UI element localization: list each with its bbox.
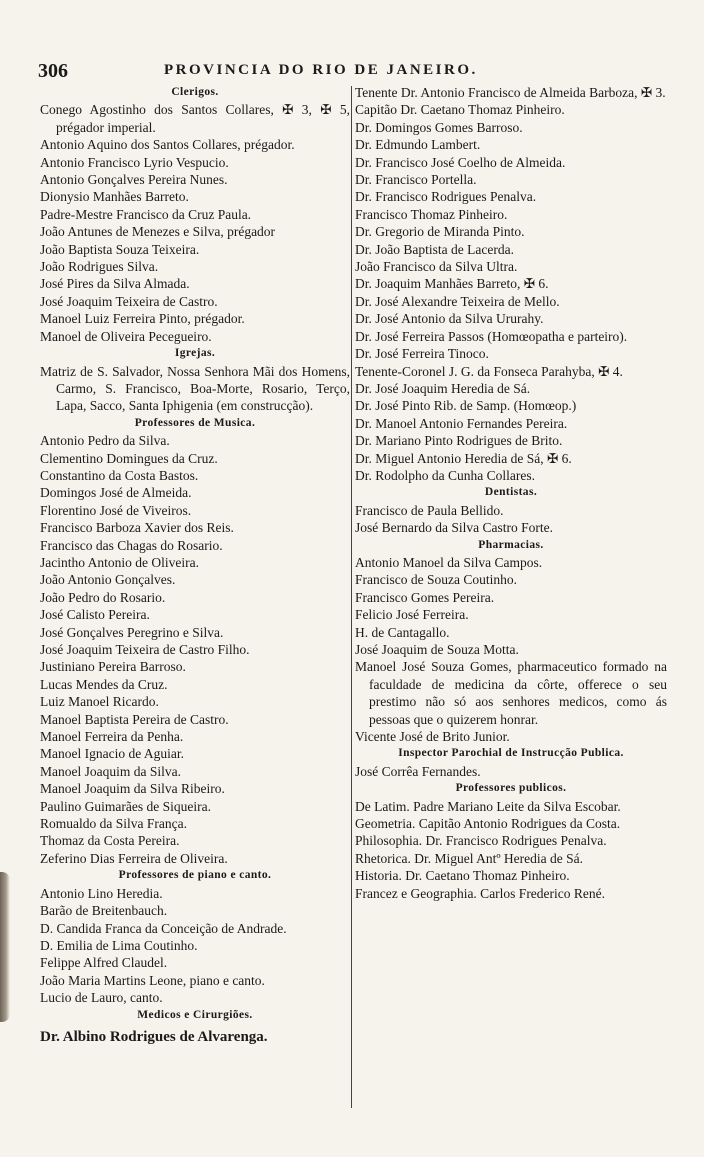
directory-entry: Vicente José de Brito Junior. bbox=[355, 729, 510, 745]
directory-entry: José Bernardo da Silva Castro Forte. bbox=[355, 520, 553, 536]
directory-entry: Dr. Edmundo Lambert. bbox=[355, 137, 481, 153]
directory-entry: João Baptista Souza Teixeira. bbox=[40, 241, 200, 257]
directory-entry: Dr. Manoel Antonio Fernandes Pereira. bbox=[355, 415, 568, 431]
directory-entry: H. de Cantagallo. bbox=[355, 624, 450, 640]
directory-entry: Domingos José de Almeida. bbox=[40, 485, 192, 501]
directory-entry: Padre-Mestre Francisco da Cruz Paula. bbox=[40, 206, 252, 222]
directory-entry: Tenente Dr. Antonio Francisco de Almeida Barboza, ✠ 3. bbox=[355, 85, 666, 100]
directory-entry: Lucas Mendes da Cruz. bbox=[40, 676, 168, 692]
directory-entry: João Pedro do Rosario. bbox=[40, 589, 166, 605]
directory-entry: Manoel Joaquim da Silva Ribeiro. bbox=[40, 781, 225, 797]
directory-entry: João Maria Martins Leone, piano e canto. bbox=[40, 972, 265, 988]
section-heading: Professores publicos. bbox=[455, 782, 567, 795]
directory-entry: José Joaquim Teixeira de Castro. bbox=[40, 293, 218, 309]
directory-entry: Barão de Breitenbauch. bbox=[40, 903, 168, 919]
directory-entry: Manoel Baptista Pereira de Castro. bbox=[40, 711, 229, 727]
directory-entry: José Pires da Silva Almada. bbox=[40, 276, 190, 292]
section-heading: Professores de piano e canto. bbox=[118, 869, 272, 882]
directory-entry: Francisco de Paula Bellido. bbox=[355, 502, 504, 518]
directory-entry: Rhetorica. Dr. Miguel Antº Heredia de Sá. bbox=[355, 850, 584, 866]
directory-entry: Dr. José Antonio da Silva Ururahy. bbox=[355, 311, 544, 327]
directory-entry: Conego Agostinho dos Santos Collares, ✠ 3, ✠ 5, prégador imperial. bbox=[40, 102, 350, 135]
directory-entry: João Antunes de Menezes e Silva, prégador bbox=[40, 224, 276, 240]
left-column bbox=[40, 84, 350, 1047]
directory-entry: Francisco das Chagas do Rosario. bbox=[40, 537, 223, 553]
directory-entry: Clementino Domingues da Cruz. bbox=[40, 450, 218, 466]
directory-entry: Justiniano Pereira Barroso. bbox=[40, 659, 186, 675]
directory-entry: José Joaquim Teixeira de Castro Filho. bbox=[40, 642, 250, 657]
directory-entry: Antonio Aquino dos Santos Collares, prégador. bbox=[40, 137, 295, 153]
directory-entry: Zeferino Dias Ferreira de Oliveira. bbox=[40, 850, 228, 866]
directory-entry: Antonio Pedro da Silva. bbox=[40, 433, 170, 449]
directory-entry: José Corrêa Fernandes. bbox=[355, 763, 481, 779]
directory-entry: Dr. José Joaquim Heredia de Sá. bbox=[355, 380, 531, 396]
directory-entry: Dr. José Alexandre Teixeira de Mello. bbox=[355, 293, 560, 309]
page-edge-shadow bbox=[0, 872, 10, 1022]
directory-entry: Constantino da Costa Bastos. bbox=[40, 467, 199, 483]
directory-entry: Dr. José Pinto Rib. de Samp. (Homœop.) bbox=[355, 398, 577, 414]
directory-entry: Dr. João Baptista de Lacerda. bbox=[355, 241, 514, 257]
directory-entry: Dr. Albino Rodrigues de Alvarenga. bbox=[40, 1028, 268, 1045]
section-heading: Pharmacias. bbox=[478, 538, 544, 551]
directory-entry: Antonio Lino Heredia. bbox=[40, 885, 163, 901]
directory-entry: Antonio Gonçalves Pereira Nunes. bbox=[40, 172, 228, 188]
directory-entry: Dr. Miguel Antonio Heredia de Sá, ✠ 6. bbox=[355, 450, 572, 466]
section-heading: Medicos e Cirurgiões. bbox=[137, 1008, 253, 1021]
column-divider bbox=[351, 86, 352, 1108]
directory-entry: Dr. Gregorio de Miranda Pinto. bbox=[355, 224, 525, 240]
directory-entry: Paulino Guimarães de Siqueira. bbox=[40, 798, 211, 814]
directory-entry: João Rodrigues Silva. bbox=[40, 259, 159, 275]
directory-entry: José Calisto Pereira. bbox=[40, 607, 150, 623]
directory-entry: Francisco Gomes Pereira. bbox=[355, 589, 495, 605]
directory-entry: Jacintho Antonio de Oliveira. bbox=[40, 554, 199, 570]
directory-entry: Dr. Mariano Pinto Rodrigues de Brito. bbox=[355, 433, 563, 449]
directory-entry: Dr. Francisco José Coelho de Almeida. bbox=[355, 154, 566, 170]
directory-entry: Philosophia. Dr. Francisco Rodrigues Penalva. bbox=[355, 833, 607, 849]
section-heading: Professores de Musica. bbox=[134, 416, 256, 429]
directory-entry: Felicio José Ferreira. bbox=[355, 607, 469, 623]
directory-entry: Manoel Ferreira da Penha. bbox=[40, 729, 184, 745]
directory-entry: Lucio de Lauro, canto. bbox=[40, 990, 163, 1006]
directory-entry: Matriz de S. Salvador, Nossa Senhora Mãi dos Homens, Carmo, S. Francisco, Boa-Morte, Rosario, Terço, Lapa, Sacco, Santa Iphigenia (em construcção). bbox=[40, 363, 350, 414]
directory-entry: Dr. Joaquim Manhães Barreto, ✠ 6. bbox=[355, 276, 549, 292]
directory-entry: José Joaquim de Souza Motta. bbox=[355, 642, 519, 657]
section-heading: Igrejas. bbox=[174, 347, 216, 360]
directory-entry: Manoel José Souza Gomes, pharmaceutico formado na faculdade de medicina da côrte, offerece o seu prestimo não só aos senhores medicos, como ás pessoas que o quizerem honrar. bbox=[355, 659, 667, 727]
section-heading: Clerigos. bbox=[171, 86, 219, 98]
directory-entry: Francisco de Souza Coutinho. bbox=[355, 572, 517, 588]
directory-entry: Manoel Ignacio de Aguiar. bbox=[40, 746, 184, 762]
directory-entry: Antonio Francisco Lyrio Vespucio. bbox=[40, 154, 229, 170]
directory-entry: Dr. José Ferreira Tinoco. bbox=[355, 346, 489, 362]
right-column bbox=[355, 84, 667, 902]
directory-entry: Francez e Geographia. Carlos Frederico René. bbox=[355, 885, 606, 901]
directory-entry: Manoel Joaquim da Silva. bbox=[40, 763, 181, 779]
directory-entry: Dr. Domingos Gomes Barroso. bbox=[355, 119, 523, 135]
directory-entry: José Gonçalves Peregrino e Silva. bbox=[40, 624, 224, 640]
directory-entry: João Antonio Gonçalves. bbox=[40, 572, 176, 588]
directory-entry: Thomaz da Costa Pereira. bbox=[40, 833, 180, 849]
directory-entry: Francisco Thomaz Pinheiro. bbox=[355, 206, 508, 222]
directory-entry: D. Candida Franca da Conceição de Andrade. bbox=[40, 920, 287, 936]
directory-entry: Manoel de Oliveira Pecegueiro. bbox=[40, 328, 212, 344]
directory-entry: Tenente-Coronel J. G. da Fonseca Parahyba, ✠ 4. bbox=[355, 363, 623, 379]
section-heading: Dentistas. bbox=[484, 486, 538, 499]
page-number: 306 bbox=[38, 60, 68, 82]
directory-entry: Historia. Dr. Caetano Thomaz Pinheiro. bbox=[355, 868, 570, 884]
directory-entry: D. Emilia de Lima Coutinho. bbox=[40, 937, 198, 953]
directory-entry: Florentino José de Viveiros. bbox=[40, 502, 192, 518]
directory-entry: Dr. José Ferreira Passos (Homœopatha e parteiro). bbox=[355, 328, 628, 344]
directory-entry: Antonio Manoel da Silva Campos. bbox=[355, 554, 543, 570]
directory-entry: Dr. Francisco Portella. bbox=[355, 172, 477, 188]
directory-entry: Dr. Rodolpho da Cunha Collares. bbox=[355, 467, 535, 483]
section-heading: Inspector Parochial de Instrucção Publica. bbox=[398, 747, 624, 760]
directory-entry: Dionysio Manhães Barreto. bbox=[40, 189, 189, 205]
directory-entry: Capitão Dr. Caetano Thomaz Pinheiro. bbox=[355, 102, 565, 118]
directory-entry: Felippe Alfred Claudel. bbox=[40, 955, 168, 971]
directory-entry: Romualdo da Silva França. bbox=[40, 816, 187, 832]
directory-entry: João Francisco da Silva Ultra. bbox=[355, 259, 518, 275]
directory-entry: Luiz Manoel Ricardo. bbox=[40, 694, 159, 710]
page-header bbox=[38, 60, 658, 82]
page-title: PROVINCIA DO RIO DE JANEIRO. bbox=[164, 62, 478, 78]
directory-entry: Francisco Barboza Xavier dos Reis. bbox=[40, 520, 234, 536]
directory-entry: Geometria. Capitão Antonio Rodrigues da Costa. bbox=[355, 816, 621, 832]
directory-entry: De Latim. Padre Mariano Leite da Silva Escobar. bbox=[355, 798, 621, 814]
directory-entry: Manoel Luiz Ferreira Pinto, prégador. bbox=[40, 311, 245, 327]
directory-entry: Dr. Francisco Rodrigues Penalva. bbox=[355, 189, 537, 205]
